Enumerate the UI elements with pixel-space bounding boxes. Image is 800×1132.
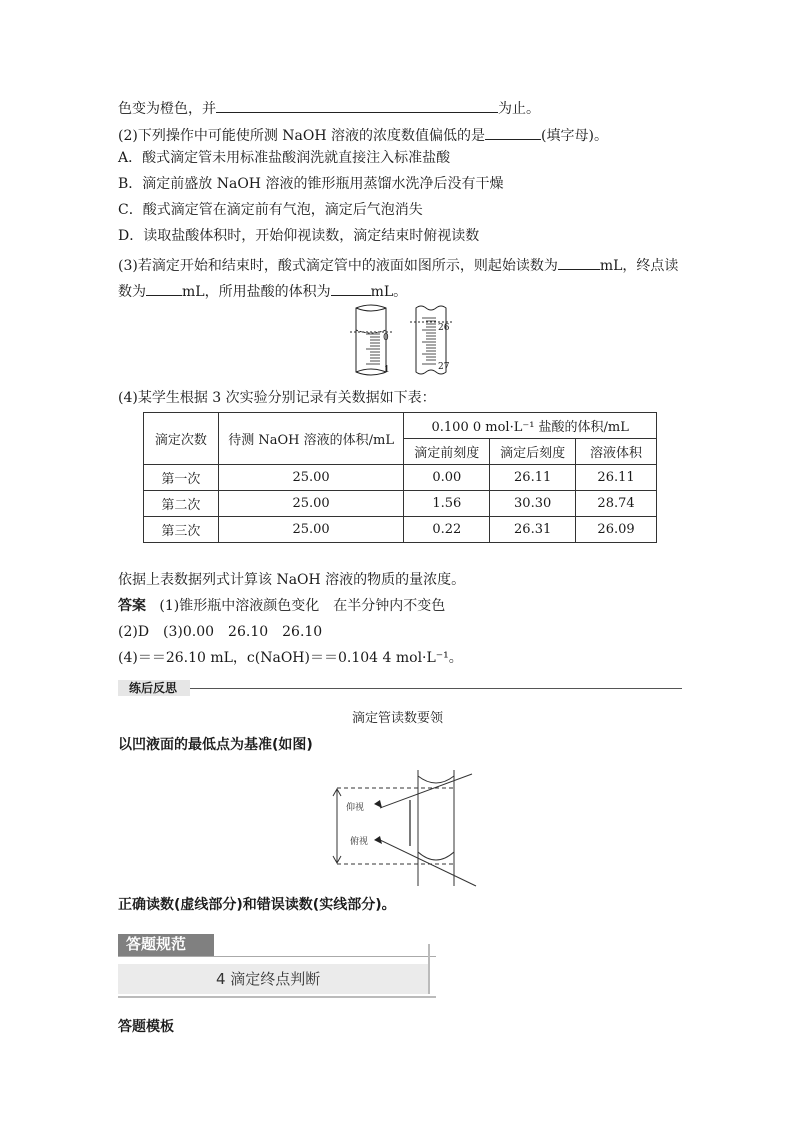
header-naoh-volume: 待测 NaOH 溶液的体积/mL	[218, 413, 404, 465]
data-table	[143, 412, 657, 543]
reflection-rule	[190, 688, 682, 689]
q3-blank-volume[interactable]	[331, 281, 371, 296]
right-burette-label-top: 26	[438, 323, 450, 333]
header-solution-volume: 溶液体积	[576, 439, 657, 465]
header-before: 滴定前刻度	[404, 439, 490, 465]
header-after: 滴定后刻度	[490, 439, 576, 465]
q1-answer-blank[interactable]	[216, 98, 498, 113]
option-c: C．酸式滴定管在滴定前有气泡，滴定后气泡消失	[118, 202, 423, 218]
label-fushi: 俯视	[350, 837, 369, 847]
q2-stem-tail: (填字母)。	[541, 128, 608, 144]
cell-naoh: 25.00	[218, 491, 404, 517]
q1-tail-line	[118, 98, 540, 116]
cell-before: 0.22	[404, 517, 490, 543]
section-top-rule	[118, 956, 436, 957]
q4-calc-prompt: 依据上表数据列式计算该 NaOH 溶液的物质的量浓度。	[118, 572, 466, 588]
cell-naoh: 25.00	[218, 465, 404, 491]
eye-icon-upward	[374, 800, 382, 808]
cell-after: 26.11	[490, 465, 576, 491]
reflection-title: 滴定管读数要领	[352, 711, 444, 726]
section-banner	[118, 934, 436, 998]
q4-stem: (4)某学生根据 3 次实验分别记录有关数据如下表：	[118, 390, 436, 406]
cell-volume: 28.74	[576, 491, 657, 517]
q3-blank-start[interactable]	[558, 255, 600, 270]
cell-trial: 第一次	[144, 465, 219, 491]
cell-naoh: 25.00	[218, 517, 404, 543]
section-right-bar	[428, 944, 430, 994]
eye-icon-downward	[374, 836, 382, 844]
header-trial: 滴定次数	[144, 413, 219, 465]
option-a: A．酸式滴定管未用标准盐酸润洗就直接注入标准盐酸	[118, 150, 451, 166]
q3-text-1: (3)若滴定开始和结束时，酸式滴定管中的液面如图所示，则起始读数为	[118, 258, 558, 274]
reflection-tab-label: 练后反思	[129, 681, 178, 695]
label-yangshi: 仰视	[346, 803, 365, 813]
cell-trial: 第三次	[144, 517, 219, 543]
left-burette-label-bottom: 1	[384, 365, 390, 375]
right-burette-label-bottom: 27	[438, 362, 450, 372]
q3-line2	[118, 281, 407, 299]
answer-line-1	[118, 599, 445, 613]
q1-text-after: 为止。	[498, 101, 540, 117]
header-hcl-volume: 0.100 0 mol·L⁻¹ 盐酸的体积/mL	[404, 413, 657, 439]
q3-text-3: 数为	[118, 284, 146, 300]
cell-before: 1.56	[404, 491, 490, 517]
answer-line-4: (4)＝＝26.10 mL，c(NaOH)＝＝0.104 4 mol·L⁻¹。	[118, 650, 463, 666]
cell-volume: 26.11	[576, 465, 657, 491]
q3-text-4: mL，所用盐酸的体积为	[182, 284, 331, 300]
answer-template-heading: 答题模板	[118, 1019, 174, 1035]
section-title: 4 滴定终点判断	[216, 970, 321, 988]
q3-text-2: mL，终点读	[599, 258, 679, 274]
table-row	[144, 491, 657, 517]
cell-trial: 第二次	[144, 491, 219, 517]
q2-answer-blank[interactable]	[485, 125, 541, 140]
answer-line-2: (2)D (3)0.00 26.10 26.10	[118, 624, 323, 640]
answer-label: 答案	[118, 598, 146, 614]
q2-stem-text: (2)下列操作中可能使所测 NaOH 溶液的浓度数值偏低的是	[118, 128, 486, 144]
reflection-lead: 以凹液面的最低点为基准(如图)	[118, 737, 313, 753]
q3-blank-end[interactable]	[146, 281, 182, 296]
section-bottom-rule	[118, 996, 436, 998]
cell-after: 26.31	[490, 517, 576, 543]
option-d: D．读取盐酸体积时，开始仰视读数，滴定结束时俯视读数	[118, 228, 480, 244]
q3-line1	[118, 255, 678, 273]
q2-stem	[118, 125, 608, 143]
cell-after: 30.30	[490, 491, 576, 517]
left-burette-label-top: 0	[383, 333, 389, 343]
reflection-note: 正确读数(虚线部分)和错误读数(实线部分)。	[118, 897, 396, 913]
section-tag: 答题规范	[126, 935, 187, 953]
q1-text-before: 色变为橙色，并	[118, 101, 216, 117]
answer-1: (1)锥形瓶中溶液颜色变化 在半分钟内不变色	[159, 598, 446, 614]
reading-diagram	[322, 768, 482, 890]
option-b: B．滴定前盛放 NaOH 溶液的锥形瓶用蒸馏水洗净后没有干燥	[118, 176, 504, 192]
q3-text-5: mL。	[370, 284, 408, 300]
table-row	[144, 465, 657, 491]
table-row	[144, 517, 657, 543]
cell-volume: 26.09	[576, 517, 657, 543]
burette-figure	[350, 302, 460, 378]
cell-before: 0.00	[404, 465, 490, 491]
